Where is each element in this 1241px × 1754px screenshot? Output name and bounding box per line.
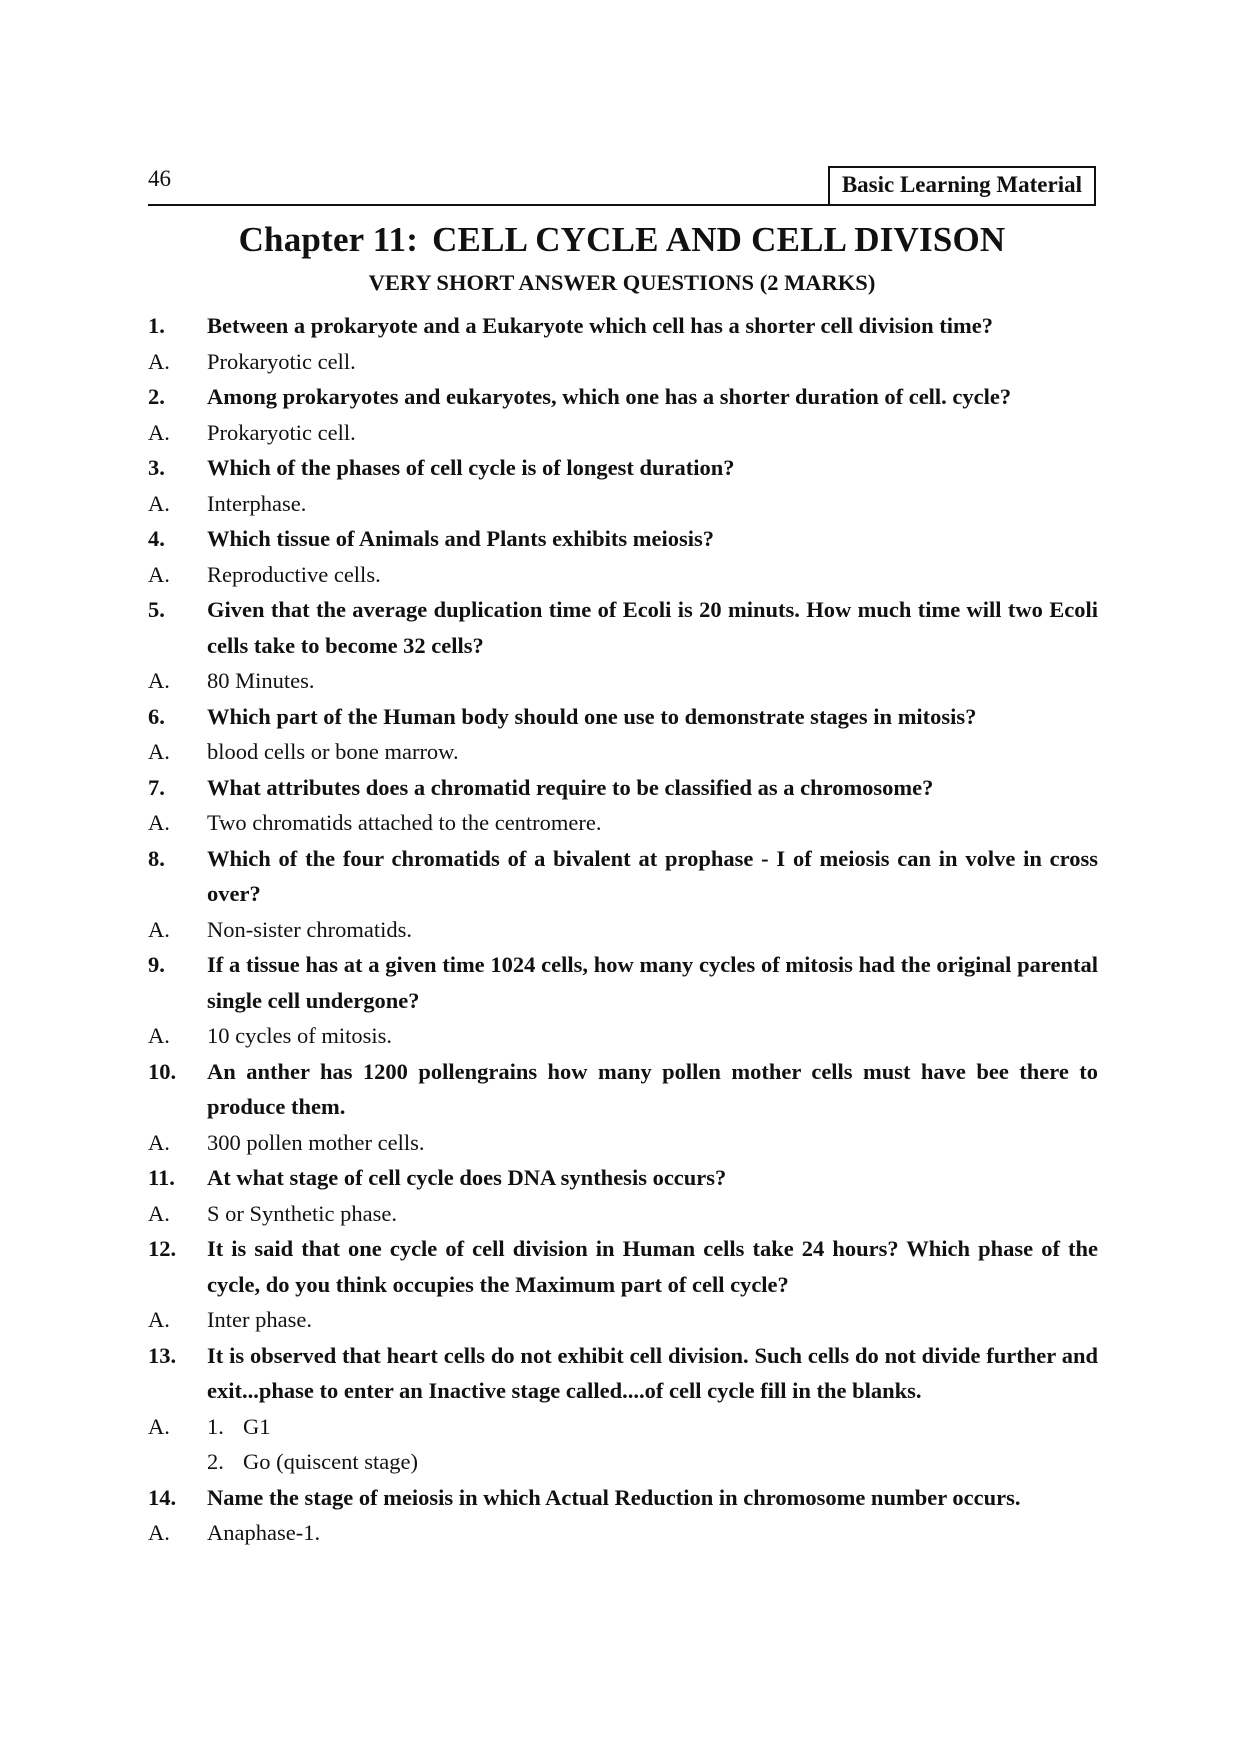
answer-list-number: 2. bbox=[207, 1449, 224, 1474]
question-item bbox=[148, 947, 1098, 1018]
answer-marker: A. bbox=[148, 810, 170, 835]
book-title-box: Basic Learning Material bbox=[828, 166, 1096, 204]
answer-item bbox=[148, 912, 1098, 948]
page-number: 46 bbox=[148, 166, 171, 191]
chapter-label: Chapter 11: bbox=[238, 220, 419, 259]
question-text: An anther has 1200 pollengrains how many pollen mother cells must have bee there to produce them. bbox=[207, 1058, 1098, 1119]
question-text: Between a prokaryote and a Eukaryote which cell has a shorter cell division time? bbox=[207, 313, 994, 338]
question-text: Which part of the Human body should one use to demonstrate stages in mitosis? bbox=[207, 703, 977, 729]
answer-marker: A. bbox=[148, 668, 170, 693]
question-number: 1. bbox=[148, 313, 165, 338]
answer-text: Two chromatids attached to the centromere. bbox=[207, 810, 602, 835]
question-item bbox=[148, 592, 1098, 663]
answer-marker: A. bbox=[148, 348, 170, 374]
answer-item bbox=[148, 663, 1098, 699]
answer-item bbox=[148, 1018, 1098, 1054]
question-item bbox=[148, 308, 1098, 344]
question-number: 9. bbox=[148, 952, 165, 977]
answer-item bbox=[148, 1515, 1098, 1551]
answer-marker: A. bbox=[148, 1129, 170, 1155]
question-number: 10. bbox=[148, 1058, 177, 1084]
answer-list-number: 1. bbox=[207, 1413, 224, 1439]
question-text: If a tissue has at a given time 1024 cells, how many cycles of mitosis had the original parental single cell undergone? bbox=[207, 952, 1098, 1013]
chapter-title bbox=[148, 220, 1096, 260]
answer-marker: A. bbox=[148, 1520, 170, 1545]
question-text: Which of the phases of cell cycle is of longest duration? bbox=[207, 455, 735, 480]
question-number: 7. bbox=[148, 774, 165, 800]
question-text: What attributes does a chromatid require to be classified as a chromosome? bbox=[207, 774, 934, 800]
question-item bbox=[148, 1480, 1098, 1516]
answer-text: 80 Minutes. bbox=[207, 668, 315, 693]
question-text: Which tissue of Animals and Plants exhibits meiosis? bbox=[207, 526, 714, 551]
answer-text: Reproductive cells. bbox=[207, 561, 381, 587]
answer-marker: A. bbox=[148, 561, 170, 587]
question-item bbox=[148, 1338, 1098, 1409]
question-number: 3. bbox=[148, 455, 165, 480]
answer-marker: A. bbox=[148, 419, 170, 445]
answer-item bbox=[148, 557, 1098, 593]
question-number: 12. bbox=[148, 1236, 177, 1261]
answer-marker: A. bbox=[148, 1413, 170, 1439]
question-item bbox=[148, 379, 1098, 415]
answer-item bbox=[148, 1409, 1098, 1480]
question-item bbox=[148, 1160, 1098, 1196]
answer-text: Anaphase-1. bbox=[207, 1520, 321, 1545]
answer-text: blood cells or bone marrow. bbox=[207, 739, 459, 764]
answer-item bbox=[148, 415, 1098, 451]
question-item bbox=[148, 699, 1098, 735]
question-item bbox=[148, 1054, 1098, 1125]
answer-list-text: Go (quiscent stage) bbox=[243, 1449, 418, 1474]
question-text: It is observed that heart cells do not exhibit cell division. Such cells do not divide further and exit...phase to enter an Inactive stage called....of cell cycle fill in the blanks. bbox=[207, 1342, 1098, 1403]
question-answer-list bbox=[148, 308, 1098, 1551]
answer-text: 300 pollen mother cells. bbox=[207, 1129, 425, 1155]
question-text: Among prokaryotes and eukaryotes, which one has a shorter duration of cell. cycle? bbox=[207, 384, 1012, 409]
answer-list bbox=[207, 1409, 1098, 1480]
question-item bbox=[148, 770, 1098, 806]
answer-text: Interphase. bbox=[207, 490, 307, 516]
answer-text: Prokaryotic cell. bbox=[207, 419, 356, 445]
answer-list-item bbox=[207, 1409, 1098, 1445]
answer-item bbox=[148, 344, 1098, 380]
question-number: 6. bbox=[148, 703, 165, 729]
question-number: 14. bbox=[148, 1484, 177, 1510]
question-text: Given that the average duplication time of Ecoli is 20 minuts. How much time will two Ecoli cells take to become 32 cells? bbox=[207, 597, 1098, 658]
answer-item bbox=[148, 1125, 1098, 1161]
answer-marker: A. bbox=[148, 739, 170, 764]
answer-item bbox=[148, 486, 1098, 522]
question-number: 5. bbox=[148, 597, 165, 622]
answer-text: 10 cycles of mitosis. bbox=[207, 1023, 392, 1048]
page-header bbox=[148, 160, 1096, 206]
answer-item bbox=[148, 805, 1098, 841]
question-item bbox=[148, 521, 1098, 557]
question-number: 8. bbox=[148, 845, 165, 871]
answer-item bbox=[148, 734, 1098, 770]
question-item bbox=[148, 841, 1098, 912]
section-heading: VERY SHORT ANSWER QUESTIONS (2 MARKS) bbox=[368, 270, 876, 295]
question-text: Which of the four chromatids of a bivalent at prophase - I of meiosis can in volve in cross over? bbox=[207, 845, 1098, 906]
question-text: It is said that one cycle of cell division in Human cells take 24 hours? Which phase of the cycle, do you think occupies the Maximum part of cell cycle? bbox=[207, 1236, 1098, 1297]
answer-text: S or Synthetic phase. bbox=[207, 1200, 397, 1226]
answer-list-item bbox=[207, 1444, 1098, 1480]
question-text: At what stage of cell cycle does DNA synthesis occurs? bbox=[207, 1165, 727, 1190]
question-text: Name the stage of meiosis in which Actual Reduction in chromosome number occurs. bbox=[207, 1484, 1021, 1510]
answer-marker: A. bbox=[148, 490, 170, 516]
answer-marker: A. bbox=[148, 1200, 170, 1226]
question-number: 11. bbox=[148, 1165, 175, 1190]
answer-text: Inter phase. bbox=[207, 1307, 312, 1332]
answer-item bbox=[148, 1196, 1098, 1232]
answer-marker: A. bbox=[148, 916, 170, 942]
answer-marker: A. bbox=[148, 1307, 170, 1332]
answer-marker: A. bbox=[148, 1023, 170, 1048]
question-item bbox=[148, 1231, 1098, 1302]
question-number: 13. bbox=[148, 1342, 177, 1368]
answer-list-text: G1 bbox=[243, 1413, 271, 1439]
answer-text: Prokaryotic cell. bbox=[207, 348, 356, 374]
question-number: 4. bbox=[148, 526, 165, 551]
chapter-name: CELL CYCLE AND CELL DIVISON bbox=[432, 220, 1006, 259]
question-item bbox=[148, 450, 1098, 486]
answer-item bbox=[148, 1302, 1098, 1338]
answer-text: Non-sister chromatids. bbox=[207, 916, 412, 942]
question-number: 2. bbox=[148, 384, 165, 409]
